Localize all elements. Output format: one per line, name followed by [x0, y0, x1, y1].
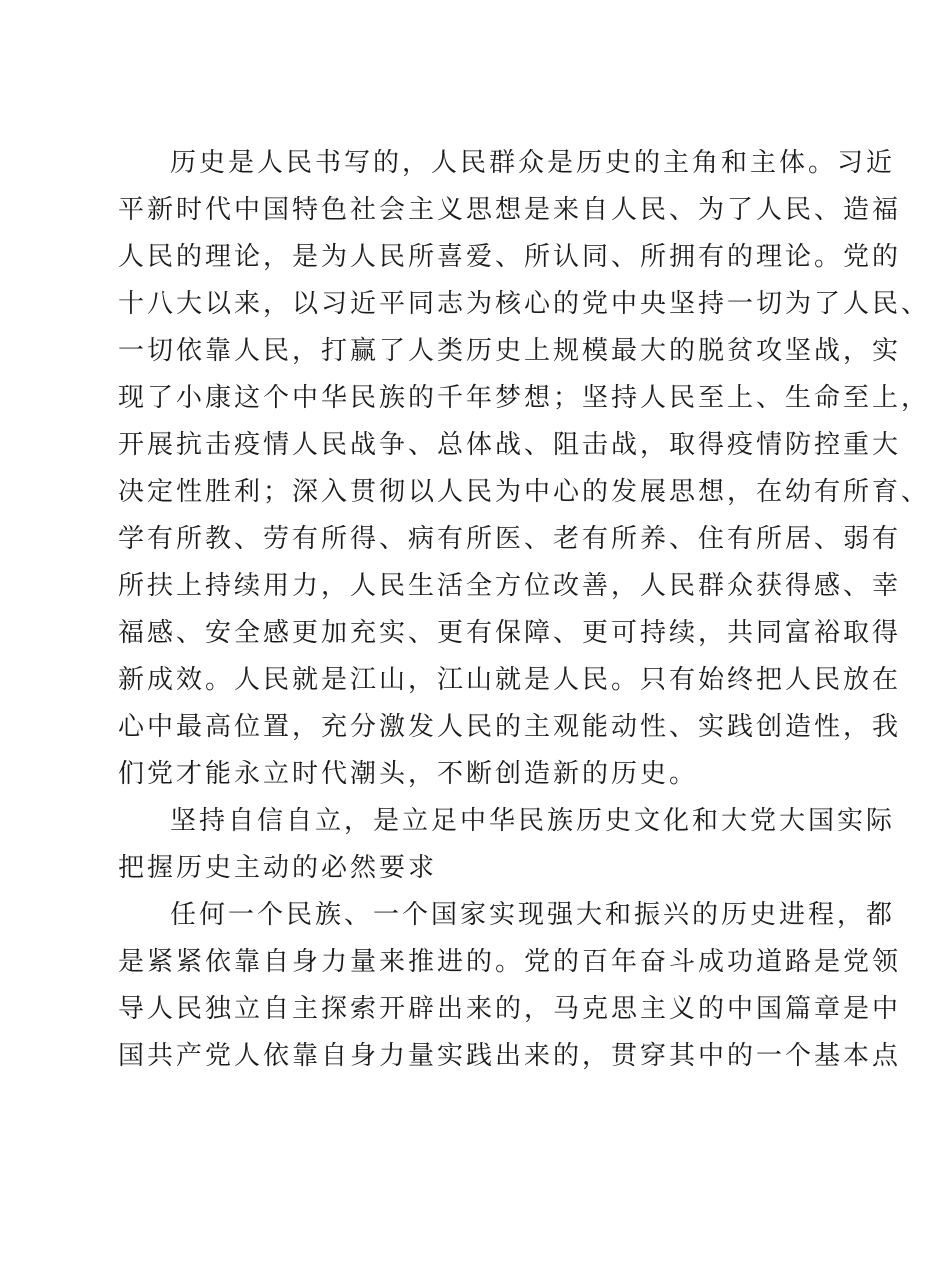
text-line: 一切依靠人民，打赢了人类历史上规模最大的脱贫攻坚战，实	[118, 336, 902, 366]
section-heading-self-reliance	[118, 798, 896, 892]
text-line: 决定性胜利；深入贯彻以人民为中心的发展思想，在幼有所育、	[118, 477, 930, 507]
text-line: 国共产党人依靠自身力量实践出来的，贯穿其中的一个基本点	[118, 1041, 902, 1071]
text-line: 平新时代中国特色社会主义思想是来自人民、为了人民、造福	[118, 195, 902, 225]
text-line: 们党才能永立时代潮头，不断创造新的历史。	[118, 759, 699, 789]
text-line: 现了小康这个中华民族的千年梦想；坚持人民至上、生命至上，	[118, 383, 930, 413]
text-line: 坚持自信自立，是立足中华民族历史文化和大党大国实际	[170, 806, 896, 836]
text-line: 是紧紧依靠自身力量来推进的。党的百年奋斗成功道路是党领	[118, 947, 902, 977]
text-line: 福感、安全感更加充实、更有保障、更可持续，共同富裕取得	[118, 618, 902, 648]
text-line: 把握历史主动的必然要求	[118, 853, 438, 883]
paragraph-self-reliance	[118, 892, 902, 1080]
text-line: 学有所教、劳有所得、病有所医、老有所养、住有所居、弱有	[118, 524, 902, 554]
paragraph-people	[118, 140, 930, 798]
text-line: 历史是人民书写的，人民群众是历史的主角和主体。习近	[170, 148, 896, 178]
text-line: 导人民独立自主探索开辟出来的，马克思主义的中国篇章是中	[118, 994, 902, 1024]
text-line: 心中最高位置，充分激发人民的主观能动性、实践创造性，我	[118, 712, 902, 742]
text-line: 十八大以来，以习近平同志为核心的党中央坚持一切为了人民、	[118, 289, 930, 319]
text-line: 人民的理论，是为人民所喜爱、所认同、所拥有的理论。党的	[118, 242, 902, 272]
text-line: 新成效。人民就是江山，江山就是人民。只有始终把人民放在	[118, 665, 902, 695]
text-line: 所扶上持续用力，人民生活全方位改善，人民群众获得感、幸	[118, 571, 902, 601]
document-body	[118, 140, 930, 1080]
text-line: 任何一个民族、一个国家实现强大和振兴的历史进程，都	[170, 900, 896, 930]
text-line: 开展抗击疫情人民战争、总体战、阻击战，取得疫情防控重大	[118, 430, 902, 460]
